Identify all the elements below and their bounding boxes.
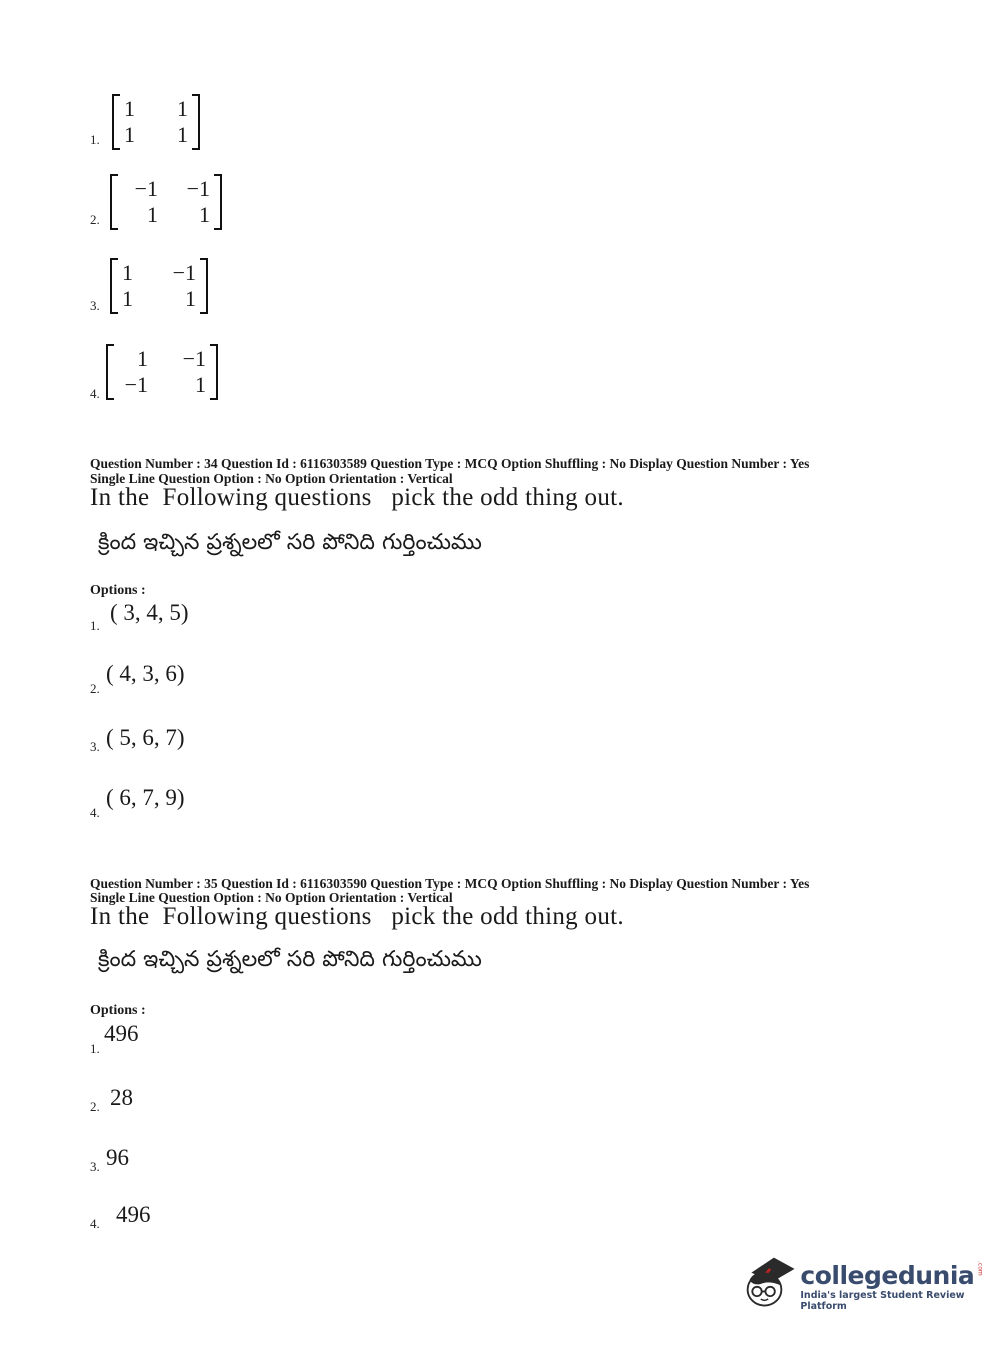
- matrix-cell: 1: [185, 286, 196, 311]
- matrix: [110, 174, 222, 230]
- option-value: 496: [104, 1021, 139, 1046]
- option-value: 28: [110, 1085, 133, 1110]
- option-number: 3.: [90, 298, 100, 313]
- option-number: 4.: [90, 805, 100, 820]
- matrix-cell: 1: [124, 96, 135, 121]
- logo-wordmark: collegedunia: [800, 1260, 975, 1290]
- option-value: 496: [116, 1202, 151, 1227]
- matrix-cell: 1: [177, 122, 188, 147]
- question-35-text-english: In the Following questions pick the odd thing out.: [90, 903, 624, 930]
- option-value: 96: [106, 1145, 129, 1170]
- matrix-cell: 1: [147, 202, 158, 227]
- logo-domain: .com: [976, 1260, 984, 1276]
- question-35-text-telugu: క్రింద ఇచ్చిన ప్రశ్నలలో సరి పోనిది గుర్తించుము: [98, 947, 482, 972]
- question-34-meta: Question Number : 34 Question Id : 6116303589 Question Type : MCQ Option Shuffling : No Display Question Number : Yes: [90, 456, 810, 471]
- question-34-text-english: In the Following questions pick the odd thing out.: [90, 484, 624, 511]
- option-value: ( 3, 4, 5): [110, 600, 189, 625]
- matrix-cell: 1: [195, 372, 206, 397]
- question-34-options-label: Options :: [90, 583, 146, 598]
- question-35-options-label: Options :: [90, 1003, 146, 1018]
- matrix-cell: −1: [124, 372, 148, 397]
- matrix-cell: −1: [182, 346, 206, 371]
- matrix: [106, 344, 218, 400]
- matrix-cell: 1: [124, 122, 135, 147]
- option-value: ( 5, 6, 7): [106, 725, 185, 750]
- question-34-meta-2: Single Line Question Option : No Option Orientation : Vertical: [90, 471, 453, 486]
- matrix-cell: −1: [172, 260, 196, 285]
- logo-tagline: India's largest Student Review Platform: [800, 1289, 965, 1312]
- matrix-cell: −1: [134, 176, 158, 201]
- matrix-cell: 1: [122, 286, 133, 311]
- matrix: [112, 94, 200, 150]
- question-34-text-telugu: క్రింద ఇచ్చిన ప్రశ్నలలో సరి పోనిది గుర్తించుము: [98, 530, 482, 555]
- option-number: 1.: [90, 132, 100, 147]
- option-number: 2.: [90, 1099, 100, 1114]
- matrix-cell: −1: [186, 176, 210, 201]
- question-35-meta-2: Single Line Question Option : No Option Orientation : Vertical: [90, 890, 453, 905]
- option-value: ( 6, 7, 9): [106, 785, 185, 810]
- matrix-cell: 1: [122, 260, 133, 285]
- option-number: 4.: [90, 1216, 100, 1231]
- option-number: 3.: [90, 739, 100, 754]
- option-number: 1.: [90, 618, 100, 633]
- option-number: 2.: [90, 681, 100, 696]
- question-35-meta: Question Number : 35 Question Id : 6116303590 Question Type : MCQ Option Shuffling : No Display Question Number : Yes: [90, 876, 810, 891]
- option-number: 1.: [90, 1041, 100, 1056]
- matrix: [110, 258, 208, 314]
- option-value: ( 4, 3, 6): [106, 661, 185, 686]
- option-number: 3.: [90, 1159, 100, 1174]
- collegedunia-logo: [742, 1250, 1001, 1316]
- mascot-face-icon: [742, 1250, 796, 1316]
- option-number: 4.: [90, 386, 100, 401]
- option-number: 2.: [90, 212, 100, 227]
- matrix-cell: 1: [199, 202, 210, 227]
- matrix-cell: 1: [137, 346, 148, 371]
- matrix-cell: 1: [177, 96, 188, 121]
